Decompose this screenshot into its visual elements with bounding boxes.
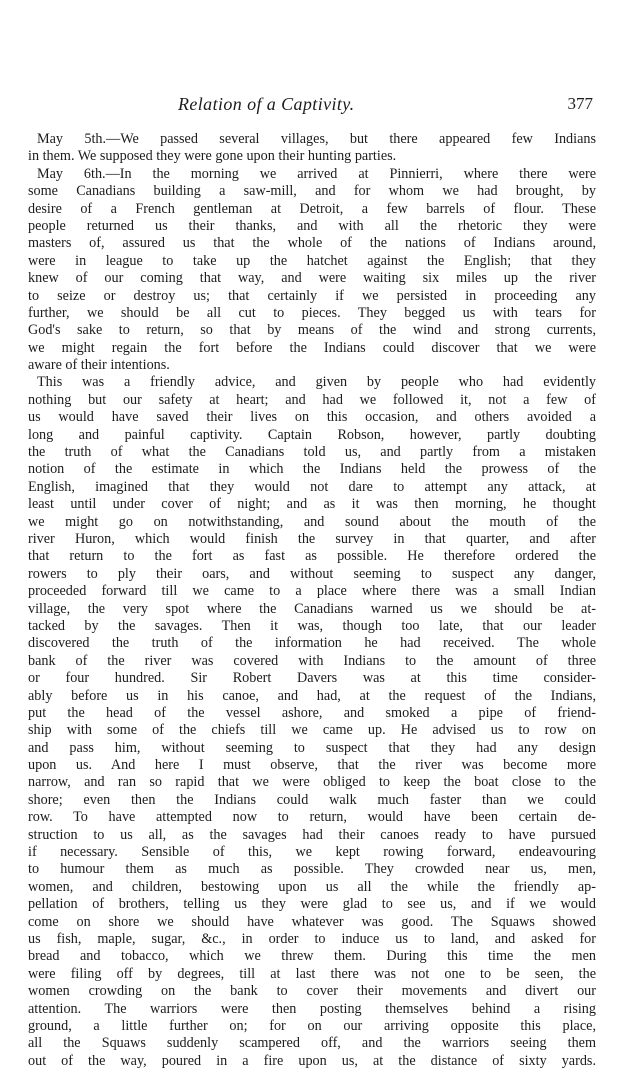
page-number: 377 (567, 94, 593, 113)
text-line: proceeded forward till we came to a place where there was a small Indian (28, 583, 596, 600)
text-line: May 6th.—In the morning we arrived at Pinnierri, where there were (37, 165, 596, 182)
text-line: that return to the fort as fast as possible. He therefore ordered the (28, 548, 596, 565)
text-line: attention. The warriors were then posting themselves behind a rising (28, 1000, 596, 1017)
text-line: ship with some of the chiefs till we came up. He advised us to row on (28, 722, 596, 739)
text-line (28, 1070, 596, 1087)
text-line: desire of a French gentleman at Detroit, a few barrels of flour. These (28, 200, 596, 217)
text-line: women crowding on the bank to cover their movements and divert our (28, 983, 596, 1000)
text-line: if necessary. Sensible of this, we kept rowing forward, endeavouring (28, 844, 596, 861)
text-line: shore; even then the Indians could walk much faster than we could (28, 791, 596, 808)
text-line: all the Squaws suddenly scampered off, and the warriors seeing them (28, 1035, 596, 1052)
text-line: some Canadians building a saw-mill, and for whom we had brought, by (28, 183, 596, 200)
page-header (28, 94, 599, 118)
text-line: were in league to take up the hatchet against the English; that they (28, 252, 596, 269)
text-line: discovered the truth of the information he had received. The whole (28, 635, 596, 652)
text-line: English, imagined that they would not dare to attempt any attack, at (28, 478, 596, 495)
text-line: narrow, and ran so rapid that we were obliged to keep the boat close to the (28, 774, 596, 791)
text-line: us would have saved their lives on this occasion, and others avoided a (28, 409, 596, 426)
text-line: we might go on notwithstanding, and sound about the mouth of the (28, 513, 596, 530)
text-line: come on shore we should have whatever was good. The Squaws showed (28, 913, 596, 930)
text-line: bank of the river was covered with Indians to the amount of three (28, 652, 596, 669)
text-line: we might regain the fort before the Indians could discover that we were (28, 339, 596, 356)
text-line: were filing off by degrees, till at last there was not one to be seen, the (28, 965, 596, 982)
text-line: women, and children, bestowing upon us all the while the friendly ap- (28, 878, 596, 895)
text-line: bread and tobacco, which we threw them. During this time the men (28, 948, 596, 965)
text-line: least until under cover of night; and as it was then morning, he thought (28, 496, 596, 513)
text-line: people returned us their thanks, and with all the rhetoric they were (28, 217, 596, 234)
text-line: in them. We supposed they were gone upon their hunting parties. (28, 148, 397, 165)
text-line: to seize or destroy us; that certainly if we persisted in proceeding any (28, 287, 596, 304)
text-line: rowers to ply their oars, and without seeming to suspect any danger, (28, 565, 596, 582)
text-line: long and painful captivity. Captain Robson, however, partly doubting (28, 426, 596, 443)
text-line: the truth of what the Canadians told us, and partly from a mistaken (28, 444, 596, 461)
body-text (28, 131, 596, 1087)
text-line: us fish, maple, sugar, &c., in order to induce us to land, and asked for (28, 930, 596, 947)
text-line: ably before us in his canoe, and had, at the request of the Indians, (28, 687, 596, 704)
text-line: or four hundred. Sir Robert Davers was at this time consider- (28, 670, 596, 687)
text-line: struction to us all, as the savages had their canoes ready to have pursued (28, 826, 596, 843)
text-line: aware of their intentions. (28, 357, 170, 374)
text-line: notion of the estimate in which the Indians held the prowess of the (28, 461, 596, 478)
running-title: Relation of a Captivity. (178, 94, 355, 114)
text-line: and pass him, without seeming to suspect that they had any design (28, 739, 596, 756)
text-line: pellation of brothers, telling us they were glad to see us, and if we would (28, 896, 596, 913)
text-line: tacked by the savages. Then it was, though too late, that our leader (28, 617, 596, 634)
text-line: row. To have attempted now to return, would have been certain de- (28, 809, 596, 826)
text-line: to humour them as much as possible. They crowded near us, men, (28, 861, 596, 878)
text-line: put the head of the vessel ashore, and smoked a pipe of friend- (28, 704, 596, 721)
text-line: God's sake to return, so that by means of the wind and strong currents, (28, 322, 596, 339)
text-line: nothing but our safety at heart; and had we followed it, not a few of (28, 391, 596, 408)
text-line: This was a friendly advice, and given by people who had evidently (37, 374, 596, 391)
text-line: river Huron, which would finish the survey in that quarter, and after (28, 530, 596, 547)
text-line: further, we should be all cut to pieces. They begged us with tears for (28, 304, 596, 321)
text-line: upon us. And here I must observe, that the river was become more (28, 757, 596, 774)
text-line: village, the very spot where the Canadians warned us we should be at- (28, 600, 596, 617)
text-line: knew of our coming that way, and were waiting six miles up the river (28, 270, 596, 287)
text-line: May 5th.—We passed several villages, but there appeared few Indians (37, 131, 596, 147)
text-line: out of the way, poured in a fire upon us, at the distance of sixty yards. (28, 1052, 596, 1069)
text-line: masters of, assured us that the whole of the nations of Indians around, (28, 235, 596, 252)
text-line: ground, a little further on; for on our arriving opposite this place, (28, 1017, 596, 1034)
